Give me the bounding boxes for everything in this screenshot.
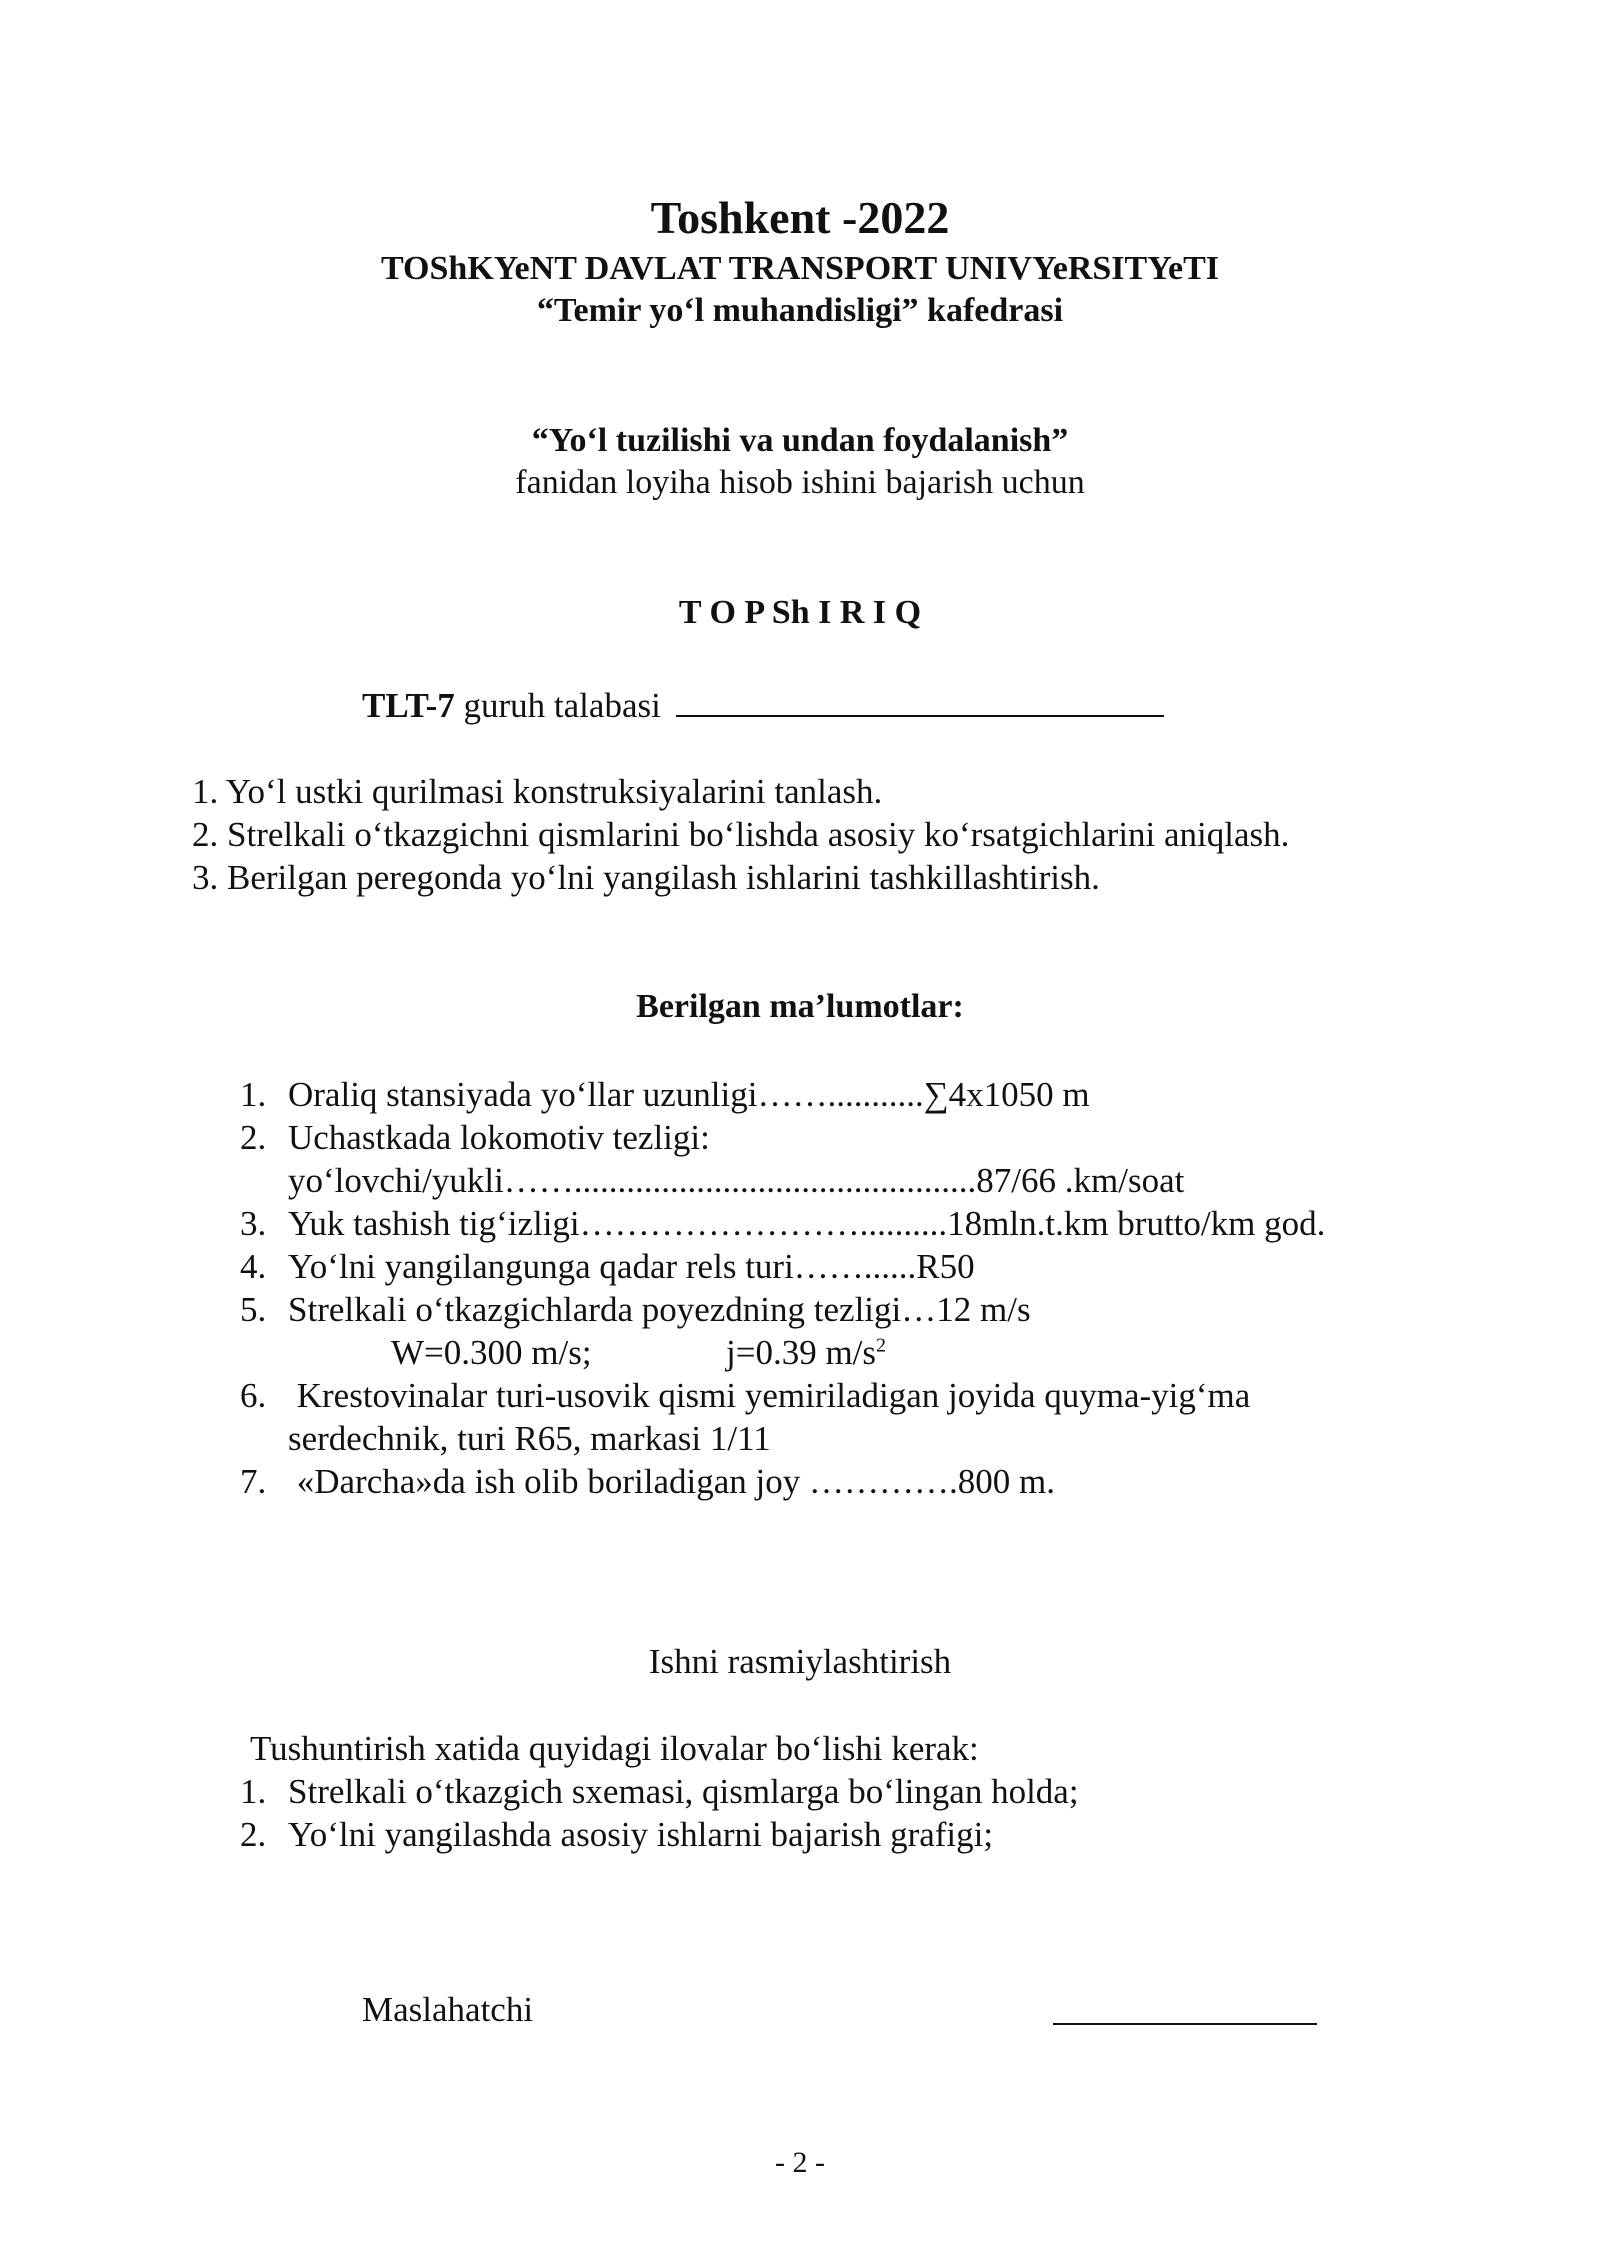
item-number: 3. <box>240 1204 267 1243</box>
task-item <box>192 772 882 812</box>
page-number: - 2 - <box>775 2146 825 2179</box>
item-text: «Darcha»da ish olib boriladigan joy ………….800 m. <box>288 1462 1055 1501</box>
item-text: Uchastkada lokomotiv tezligi: <box>288 1118 710 1157</box>
task-text: Yo‘l ustki qurilmasi konstruksiyalarini tanlash. <box>225 772 883 811</box>
j-value-text: j=0.39 m/s <box>726 1333 877 1372</box>
student-name-blank <box>676 683 1164 717</box>
given-data-item <box>240 1290 1031 1330</box>
group-code: TLT-7 <box>362 686 455 725</box>
subject-subtitle: fanidan loyiha hisob ishini bajarish uchun <box>515 464 1085 501</box>
advisor-signature-blank <box>1053 2023 1317 2025</box>
item-text: Strelkali o‘tkazgich sxemasi, qismlarga bo‘lingan holda; <box>288 1772 1079 1811</box>
given-data-item <box>240 1247 975 1287</box>
w-value: W=0.300 m/s; <box>391 1333 592 1372</box>
item-text: Yo‘lni yangilangunga qadar rels turi……......R50 <box>288 1247 975 1286</box>
item-number: 7. <box>240 1462 267 1501</box>
student-line <box>362 683 1164 726</box>
university-name: TOShKYeNT DAVLAT TRANSPORT UNIVYeRSITYeTI <box>380 250 1219 287</box>
item-text: Krestovinalar turi-usovik qismi yemiriladigan joyida quyma-yig‘ma <box>288 1376 1251 1415</box>
given-data-item <box>240 1462 1055 1502</box>
task-number: 3. <box>192 858 219 897</box>
item-number: 5. <box>240 1290 267 1329</box>
subject-title: “Yo‘l tuzilishi va undan foydalanish” <box>531 422 1069 459</box>
formatting-item <box>240 1815 993 1855</box>
given-data-item <box>240 1161 1184 1201</box>
task-text: Strelkali o‘tkazgichni qismlarini bo‘lishda asosiy ko‘rsatgichlarini aniqlash. <box>227 815 1290 854</box>
item-number: 6. <box>240 1376 267 1415</box>
given-data-item <box>240 1376 1250 1416</box>
task-number: 1. <box>192 772 219 811</box>
formatting-heading: Ishni rasmiylashtirish <box>648 1642 952 1681</box>
given-data-item <box>240 1118 710 1158</box>
formatting-item <box>240 1772 1079 1812</box>
given-data-item <box>240 1075 1090 1115</box>
item-text: Yo‘lni yangilashda asosiy ishlarni bajarish grafigi; <box>288 1815 994 1854</box>
formatting-intro: Tushuntirish xatida quyidagi ilovalar bo‘lishi kerak: <box>250 1729 979 1768</box>
item-number: 2. <box>240 1118 267 1157</box>
task-item <box>192 815 1289 855</box>
item-number: 1. <box>240 1772 267 1811</box>
given-data-item <box>240 1419 771 1459</box>
item-text: serdechnik, turi R65, markasi 1/11 <box>288 1419 771 1458</box>
department-name: “Temir yo‘l muhandisligi” kafedrasi <box>536 292 1064 329</box>
item-number: 1. <box>240 1075 267 1114</box>
student-line-text: guruh talabasi <box>463 686 661 725</box>
item-text: Strelkali o‘tkazgichlarda poyezdning tezligi…12 m/s <box>288 1290 1031 1329</box>
task-number: 2. <box>192 815 219 854</box>
advisor-label: Maslahatchi <box>362 1990 534 2029</box>
item-text: Yuk tashish tig‘izligi……………………..........18mln.t.km brutto/km god. <box>288 1204 1326 1243</box>
given-data-heading: Berilgan ma’lumotlar: <box>636 988 964 1025</box>
item-number: 4. <box>240 1247 267 1286</box>
j-value-exponent: 2 <box>876 1334 887 1357</box>
task-item <box>192 858 1100 898</box>
given-data-item <box>240 1204 1325 1244</box>
task-text: Berilgan peregonda yo‘lni yangilash ishlarini tashkillashtirish. <box>227 858 1100 897</box>
city-year-title: Toshkent -2022 <box>650 192 950 243</box>
item-number: 2. <box>240 1815 267 1854</box>
assignment-title: T O P Sh I R I Q <box>678 594 922 631</box>
item-text: yo‘lovchi/yukli……..............................................87/66 .km/soat <box>288 1161 1185 1200</box>
item-text: Oraliq stansiyada yo‘llar uzunligi……...........∑4x1050 m <box>288 1075 1090 1114</box>
j-value <box>726 1333 886 1373</box>
